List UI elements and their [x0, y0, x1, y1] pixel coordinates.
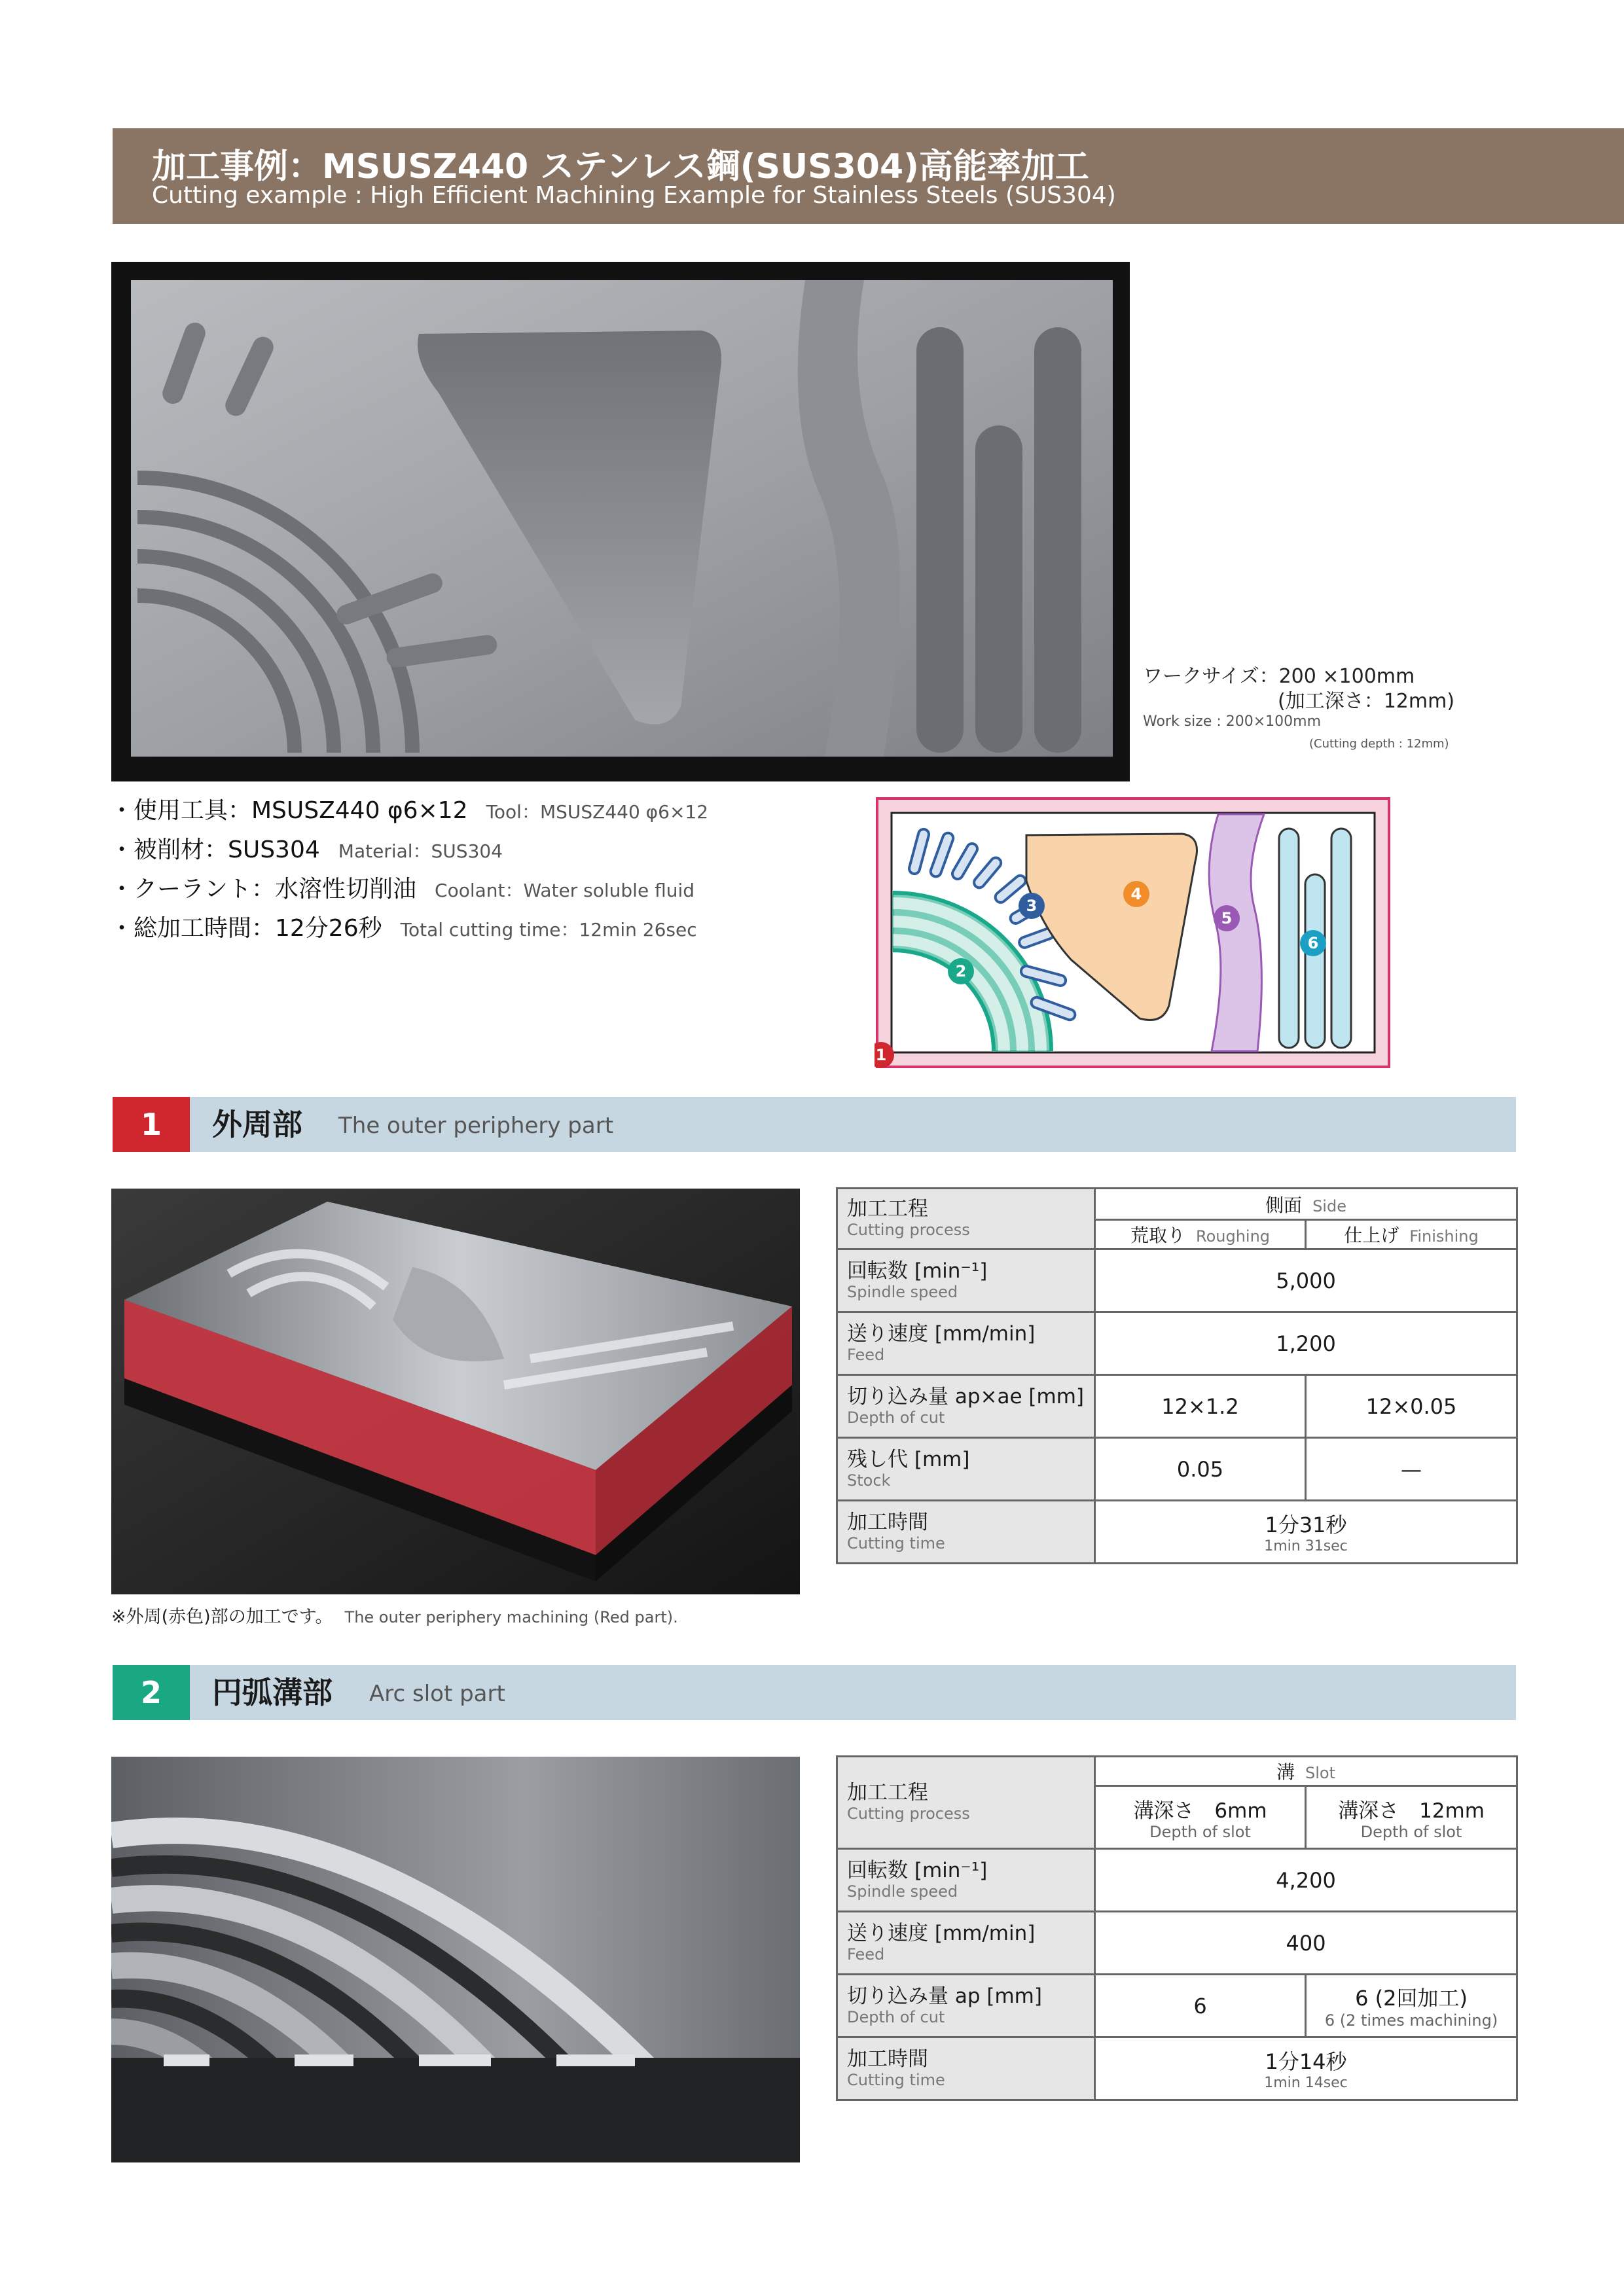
s2-time-value: 1分14秒 1min 14sec	[1095, 2037, 1517, 2100]
marker-5: 5	[1221, 909, 1233, 927]
s1-side-header: 側面 Side	[1095, 1189, 1517, 1220]
s1-time-value: 1分31秒 1min 31sec	[1095, 1501, 1517, 1564]
section-1-note-jp: ※外周(赤色)部の加工です。	[111, 1607, 333, 1627]
periphery-photo	[111, 1189, 800, 1594]
section-2-title: 円弧溝部	[212, 1675, 333, 1710]
s1-spindle-value: 5,000	[1095, 1249, 1517, 1312]
s1-stock-finish: —	[1306, 1438, 1517, 1501]
section-1-note-en: The outer periphery machining (Red part).	[344, 1608, 678, 1626]
s2-feed-label: 送り速度 [mm/min] Feed	[837, 1912, 1095, 1975]
spec-total-time	[110, 910, 697, 943]
work-size-en-1: Work size : 200×100mm	[1143, 713, 1322, 730]
s1-feed-label: 送り速度 [mm/min] Feed	[837, 1312, 1095, 1375]
marker-6: 6	[1307, 934, 1319, 952]
spec-tool-jp: ・使用工具：MSUSZ440 φ6×12	[110, 797, 468, 824]
s2-doc-6: 6	[1095, 1975, 1306, 2037]
s2-slot-header: 溝 Slot	[1095, 1757, 1517, 1786]
marker-3: 3	[1026, 897, 1038, 915]
spec-material-en: Material：SUS304	[338, 840, 503, 862]
s1-doc-label: 切り込み量 ap×ae [mm] Depth of cut	[837, 1375, 1095, 1438]
section-2-subtitle: Arc slot part	[369, 1681, 505, 1707]
s2-doc-label: 切り込み量 ap [mm] Depth of cut	[837, 1975, 1095, 2037]
part-diagram	[875, 796, 1392, 1069]
s2-doc-12: 6 (2回加工) 6 (2 times machining)	[1306, 1975, 1517, 2037]
work-size-en-2: (Cutting depth : 12mm)	[1309, 737, 1449, 751]
section-2-table	[836, 1755, 1518, 2101]
spec-coolant-en: Coolant：Water soluble fluid	[435, 880, 695, 901]
s1-feed-value: 1,200	[1095, 1312, 1517, 1375]
s2-process-label: 加工工程 Cutting process	[837, 1757, 1095, 1849]
section-1-bar	[113, 1097, 1516, 1152]
spec-tool-en: Tool：MSUSZ440 φ6×12	[486, 801, 709, 823]
marker-4: 4	[1130, 885, 1142, 903]
page-header	[113, 128, 1624, 224]
s1-spindle-label: 回転数 [min⁻¹] Spindle speed	[837, 1249, 1095, 1312]
s1-finishing-header: 仕上げ Finishing	[1306, 1220, 1517, 1249]
section-2-number: 2	[113, 1665, 190, 1720]
s2-depth12-header: 溝深さ 12mm Depth of slot	[1306, 1786, 1517, 1849]
section-1-number: 1	[113, 1097, 190, 1152]
header-title-en: Cutting example : High Efficient Machining Example for Stainless Steels (SUS304)	[152, 182, 1116, 209]
s1-doc-rough: 12×1.2	[1095, 1375, 1306, 1438]
s1-process-label: 加工工程 Cutting process	[837, 1189, 1095, 1249]
section-1-note	[111, 1602, 678, 1628]
marker-2: 2	[955, 962, 967, 980]
s2-feed-value: 400	[1095, 1912, 1517, 1975]
s1-time-label: 加工時間 Cutting time	[837, 1501, 1095, 1564]
work-size-jp-2: (加工深さ：12mm)	[1278, 690, 1455, 713]
s1-stock-label: 残し代 [mm] Stock	[837, 1438, 1095, 1501]
s2-spindle-label: 回転数 [min⁻¹] Spindle speed	[837, 1849, 1095, 1912]
spec-total-time-en: Total cutting time：12min 26sec	[400, 919, 697, 941]
workpiece-photo	[111, 262, 1130, 781]
spec-material-jp: ・被削材：SUS304	[110, 836, 320, 863]
s1-stock-rough: 0.05	[1095, 1438, 1306, 1501]
section-1-title: 外周部	[212, 1107, 302, 1142]
section-1-subtitle: The outer periphery part	[338, 1113, 614, 1139]
s2-time-label: 加工時間 Cutting time	[837, 2037, 1095, 2100]
s2-depth6-header: 溝深さ 6mm Depth of slot	[1095, 1786, 1306, 1849]
marker-1: 1	[875, 1046, 887, 1064]
section-1-table	[836, 1187, 1518, 1564]
spec-material	[110, 831, 503, 865]
section-2-bar	[113, 1665, 1516, 1720]
spec-coolant	[110, 870, 695, 904]
arc-slot-photo	[111, 1757, 800, 2162]
s1-roughing-header: 荒取り Roughing	[1095, 1220, 1306, 1249]
header-title-jp: 加工事例：MSUSZ440 ステンレス鋼(SUS304)高能率加工	[152, 147, 1089, 187]
s1-doc-finish: 12×0.05	[1306, 1375, 1517, 1438]
spec-coolant-jp: ・クーラント：水溶性切削油	[110, 876, 417, 903]
spec-total-time-jp: ・総加工時間：12分26秒	[110, 915, 382, 942]
s2-spindle-value: 4,200	[1095, 1849, 1517, 1912]
spec-tool	[110, 792, 708, 825]
work-size-jp-1: ワークサイズ：200 ×100mm	[1143, 665, 1415, 688]
